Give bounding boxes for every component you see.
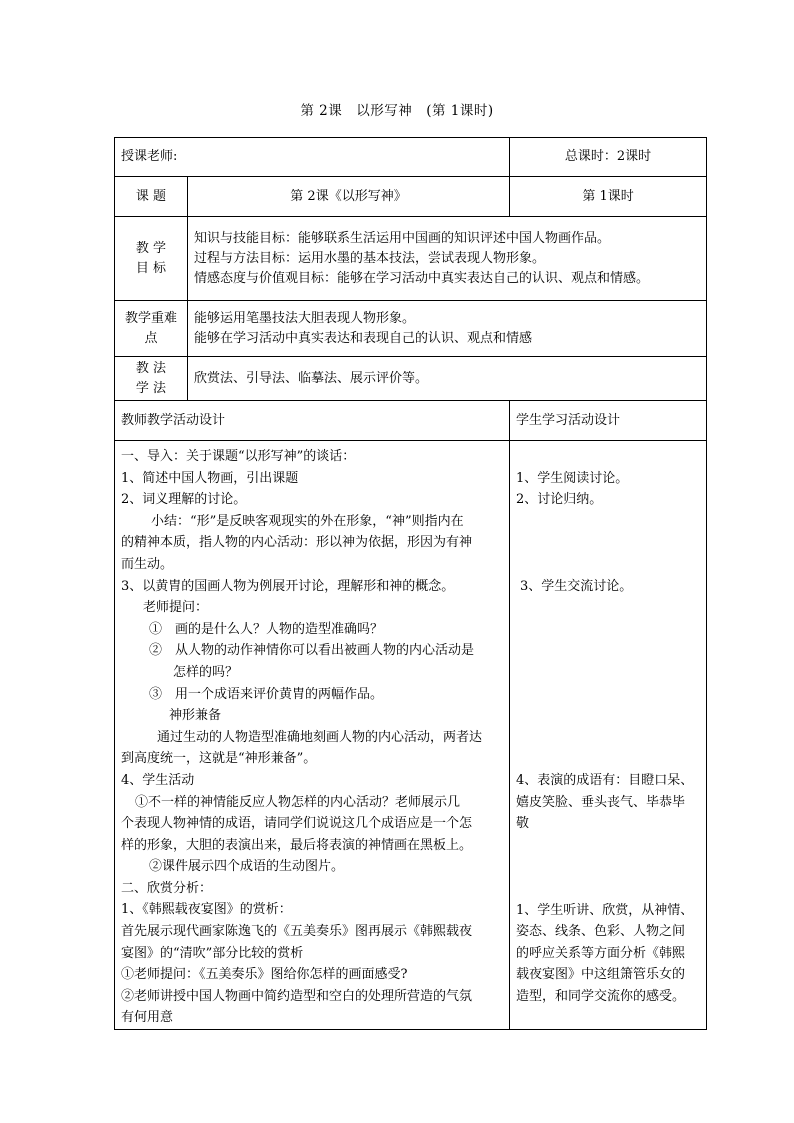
teacher-line: ①老师提问：《五美奏乐》图给你怎样的画面感受? [121,967,408,983]
session-value: 第 1课时 [510,177,707,217]
objectives-label [115,217,188,301]
teacher-line: ②老师讲授中国人物画中简约造型和空白的处理所营造的气氛 [121,988,473,1004]
key-point-item: 能够运用笔墨技法大胆表现人物形象。 [194,310,416,326]
teacher-line: ② 从人物的动作神情你可以看出被画人物的内心活动是 [149,643,475,659]
topic-label: 课 题 [115,177,188,217]
teacher-line: 到高度统一，这就是“神形兼备”。 [121,751,317,767]
teacher-line: ②课件展示四个成语的生动图片。 [149,859,345,875]
teacher-line: ③ 用一个成语来评价黄胄的两幅作品。 [149,686,384,702]
key-points-label-line1: 教学重难 [124,310,177,326]
teacher-line: 个表现人物神情的成语，请同学们说说这几个成语应是一个怎 [121,816,473,832]
methods-label-line1: 教 法 [135,360,167,376]
teacher-activity-header: 教师教学活动设计 [115,401,510,441]
teacher-line: 二、欣赏分析： [121,880,213,896]
teacher-line: 1、《韩熙载夜宴图》的赏析： [121,902,292,918]
lesson-plan-table [114,137,707,1030]
teacher-line: 老师提问： [143,600,209,616]
topic-row [115,177,707,217]
key-points-row [115,301,707,357]
student-line: 1、学生阅读讨论。 [516,470,629,486]
activity-content-row [115,441,707,1030]
key-points-content [188,301,707,357]
key-points-label-line2: 点 [144,330,158,346]
student-line: 1、学生听讲、欣赏，从神情、 [516,902,694,918]
methods-content: 欣赏法、引导法、临摹法、展示评价等。 [188,357,707,401]
student-line: 2、讨论归纳。 [516,492,603,508]
objectives-label-line2: 目 标 [135,260,167,276]
teacher-line: 有何用意 [121,1010,174,1026]
student-line: 3、学生交流讨论。 [520,578,633,594]
objective-item: 过程与方法目标：运用水墨的基本技法，尝试表现人物形象。 [194,250,546,266]
teacher-line: 怎样的吗？ [173,664,239,680]
teacher-line: 而生动。 [121,556,174,572]
student-activity-header: 学生学习活动设计 [510,401,707,441]
teacher-label-cell [115,138,510,177]
teacher-line: 通过生动的人物造型准确地刻画人物的内心活动，两者达 [157,729,483,745]
activity-header-row [115,401,707,441]
student-line: 载夜宴图》中这组箫管乐女的 [516,967,686,983]
methods-row [115,357,707,401]
methods-label [115,357,188,401]
objectives-row [115,217,707,301]
student-line: 姿态、线条、色彩、人物之间 [516,924,686,940]
teacher-line: 首先展示现代画家陈逸飞的《五美奏乐》图再展示《韩熙载夜 [121,924,473,940]
teacher-line: 宴图》的“清吹”部分比较的赏析 [121,945,304,961]
objectives-label-line1: 教 学 [135,240,167,256]
objectives-content [188,217,707,301]
key-points-label [115,301,188,357]
teacher-line: 2、词义理解的讨论。 [121,492,247,508]
teacher-line: 的精神本质，指人物的内心活动：形以神为依据，形因为有神 [121,535,473,551]
document-title: 第 2课 以形写神 (第 1课时) [300,103,494,119]
teacher-line: ① 画的是什么人？人物的造型准确吗？ [149,621,384,637]
key-point-item: 能够在学习活动中真实表达和表现自己的认识、观点和情感 [194,330,533,346]
student-line: 造型，和同学交流你的感受。 [516,988,686,1004]
teacher-line: 样的形象，大胆的表演出来，最后将表演的神情画在黑板上。 [121,837,473,853]
total-hours-cell [510,138,707,177]
student-activity-content [510,441,707,1030]
teacher-line: 神形兼备 [169,708,222,724]
teacher-line: 4、学生活动 [121,772,195,788]
total-hours: 总课时：2课时 [564,149,652,164]
teacher-label: 授课老师: [121,149,178,164]
topic-value: 第 2课《以形写神》 [188,177,510,217]
teacher-line: ①不一样的神情能反应人物怎样的内心活动？老师展示几 [135,794,461,810]
teacher-line: 一、导入：关于课题“以形写神”的谈话： [121,449,356,464]
objective-item: 知识与技能目标：能够联系生活运用中国画的知识评述中国人物画作品。 [194,230,611,246]
teacher-activity-content [115,441,510,1030]
student-line: 4、表演的成语有：目瞪口呆、 [516,772,694,788]
teacher-line: 1、简述中国人物画，引出课题 [121,470,299,486]
methods-label-line2: 学 法 [135,380,167,396]
student-line: 的呼应关系等方面分析《韩熙 [516,945,686,961]
teacher-line: 3、以黄胄的国画人物为例展开讨论，理解形和神的概念。 [121,578,455,594]
teacher-line: 小结：“形”是反映客观现实的外在形象，“神”则指内在 [151,513,464,529]
header-row [115,138,707,177]
student-line: 敬 [516,816,530,832]
objective-item: 情感态度与价值观目标：能够在学习活动中真实表达自己的认识、观点和情感。 [194,270,650,286]
student-line: 嬉皮笑脸、垂头丧气、毕恭毕 [516,794,686,810]
